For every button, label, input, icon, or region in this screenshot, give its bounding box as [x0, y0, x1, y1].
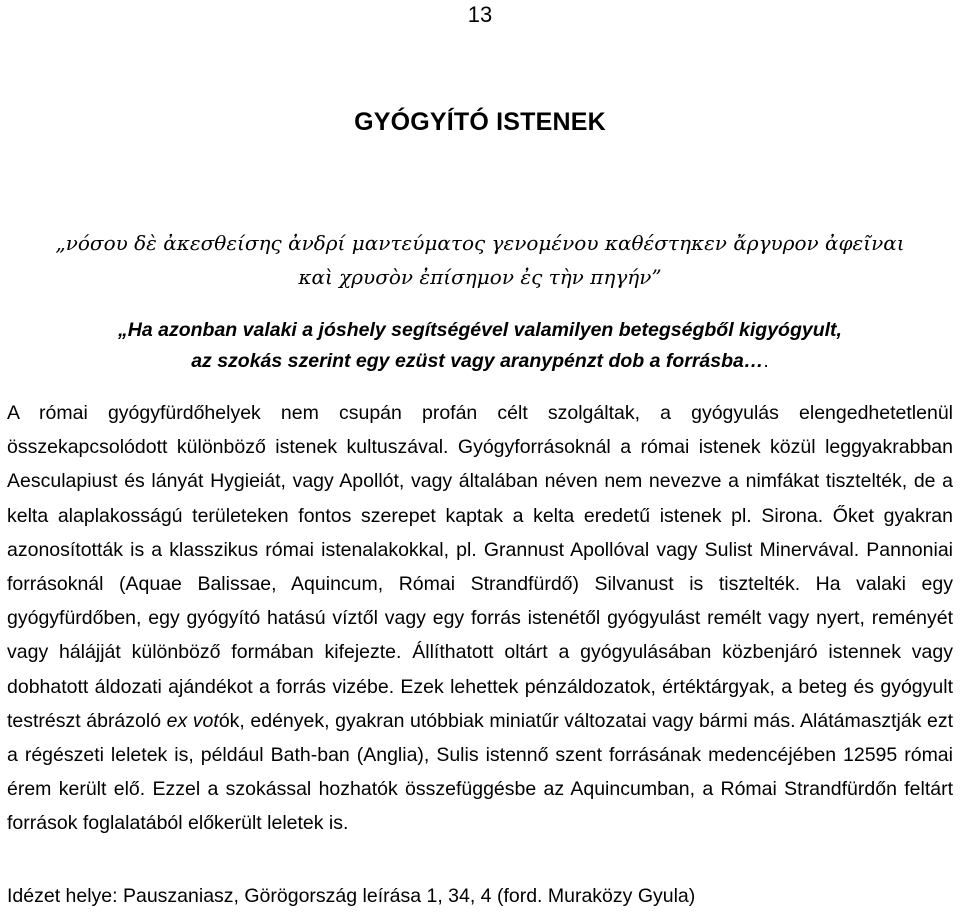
- body-paragraph: [7, 396, 953, 841]
- translation-line-2: [0, 346, 960, 377]
- citation: Idézet helye: Pauszaniasz, Görögország leírása 1, 34, 4 (ford. Muraközy Gyula): [7, 885, 696, 907]
- quote-translation: [0, 315, 960, 377]
- page-number: 13: [467, 2, 493, 27]
- translation-line-2-text: az szokás szerint egy ezüst vagy aranypénzt dob a forrásba…: [191, 350, 764, 372]
- translation-line-2-period: .: [763, 350, 769, 372]
- body-text-part-1: A római gyógyfürdőhelyek nem csupán profán célt szolgáltak, a gyógyulás elengedhetetlenül összekapcsolódott különböző istenek kultuszával. Gyógyforrásoknál a római istenek közül leggyakrabban Aesculapiust és lányát Hygieiát, vagy Apollót, vagy általában néven nem nevezve a nimfákat tisztelték, de a kelta alaplakosságú területeken fontos szerepet kaptak a kelta eredetű istenek pl. Sirona. Őket gyakran azonosították is a klasszikus római istenalakokkal, pl. Grannust Apollóval vagy Sulist Minervával. Pannoniai forrásoknál (Aquae Balissae, Aquincum, Római Strandfürdő) Silvanust is tisztelték. Ha valaki egy gyógyfürdőben, egy gyógyító hatású víztől vagy egy forrás istenétől gyógyulást remélt vagy nyert, reményét vagy hálájját különböző formában kifejezte. Állíthatott oltárt a gyógyulásában közbenjáró istennek vagy dobhatott áldozati ajándékot a forrás vizébe. Ezek lehettek pénzáldozatok, értéktárgyak, a beteg és gyógyult testrészt ábrázoló: [7, 402, 953, 732]
- greek-quote-line-2: καὶ χρυσὸν ἐπίσημον ἐς τὴν πηγήν”: [298, 265, 662, 289]
- greek-quote: [0, 226, 960, 294]
- body-text-italic: ex vot: [166, 709, 219, 732]
- greek-quote-line-1: „νόσου δὲ ἀκεσθείσης ἀνδρί μαντεύματος γενομένου καθέστηκεν ἄργυρον ἀφεῖναι: [55, 231, 905, 255]
- body-text-part-2: ók, edények, gyakran utóbbiak miniatűr változatai vagy bármi más. Alátámasztják ezt a régészeti leletek is, például Bath-ban (Anglia), Sulis istennő szent forrásának medencéjében 12595 római érem került elő. Ezzel a szokással hozhatók összefüggésbe az Aquincumban, a Római Strandfürdőn feltárt források foglalatából előkerült leletek is.: [7, 709, 953, 835]
- translation-line-1: „Ha azonban valaki a jóshely segítségével valamilyen betegségből kigyógyult,: [118, 319, 842, 341]
- chapter-title: GYÓGYÍTÓ ISTENEK: [354, 108, 606, 136]
